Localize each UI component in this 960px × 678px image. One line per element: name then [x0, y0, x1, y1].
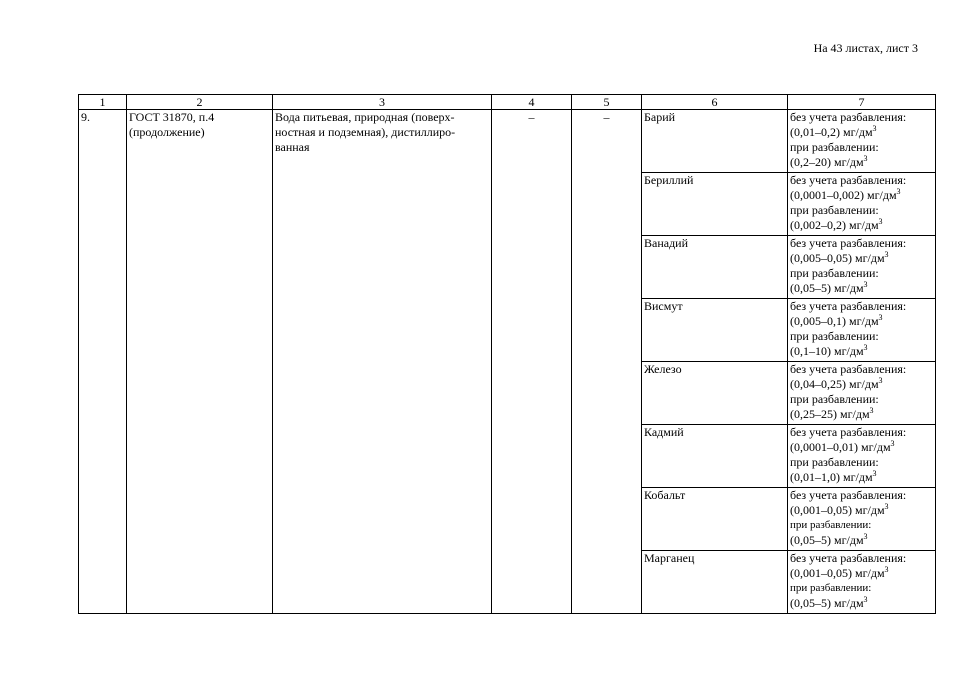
column-number: 1 — [79, 95, 127, 110]
continued-label: (продолжение) — [129, 125, 205, 139]
unit-superscript: 3 — [863, 154, 868, 163]
column-number: 4 — [492, 95, 572, 110]
range-label: без учета разбавления: — [790, 236, 907, 250]
range-line — [790, 566, 933, 581]
range-value: (0,01–0,2) мг/дм — [790, 125, 873, 139]
element-name-cell: Барий — [642, 110, 788, 173]
object-line: ностная и подземная), дистиллиро- — [275, 125, 456, 139]
range-label: при разбавлении: — [790, 519, 872, 531]
range-cell — [788, 551, 936, 614]
range-line — [790, 314, 933, 329]
range-line — [790, 470, 933, 485]
unit-superscript: 3 — [890, 439, 895, 448]
range-label: при разбавлении: — [790, 392, 879, 406]
element-name-cell: Марганец — [642, 551, 788, 614]
dash-cell: – — [572, 110, 642, 614]
unit-superscript: 3 — [884, 565, 889, 574]
element-name-cell: Ванадий — [642, 236, 788, 299]
range-line — [790, 344, 933, 359]
range-value: (0,005–0,1) мг/дм — [790, 314, 879, 328]
range-line — [790, 407, 933, 422]
range-value: (0,01–1,0) мг/дм — [790, 470, 873, 484]
table-row — [79, 110, 936, 173]
range-label: без учета разбавления: — [790, 299, 907, 313]
range-label: при разбавлении: — [790, 140, 879, 154]
range-line — [790, 440, 933, 455]
range-line — [790, 281, 933, 296]
element-name-cell: Кобальт — [642, 488, 788, 551]
range-value: (0,25–25) мг/дм — [790, 407, 870, 421]
range-label: без учета разбавления: — [790, 362, 907, 376]
range-line — [790, 155, 933, 170]
element-name-cell: Бериллий — [642, 173, 788, 236]
range-value: (0,05–5) мг/дм — [790, 596, 864, 610]
object-cell — [273, 110, 492, 614]
unit-superscript: 3 — [896, 187, 901, 196]
range-label: при разбавлении: — [790, 266, 879, 280]
unit-superscript: 3 — [878, 313, 883, 322]
range-cell — [788, 425, 936, 488]
element-name-cell: Кадмий — [642, 425, 788, 488]
dash-cell: – — [492, 110, 572, 614]
range-value: (0,002–0,2) мг/дм — [790, 218, 879, 232]
unit-superscript: 3 — [872, 124, 877, 133]
range-line — [790, 125, 933, 140]
range-label: при разбавлении: — [790, 455, 879, 469]
range-label: без учета разбавления: — [790, 488, 907, 502]
standard-cell — [127, 110, 273, 614]
range-line — [790, 218, 933, 233]
range-line — [790, 533, 933, 548]
range-label: при разбавлении: — [790, 329, 879, 343]
column-number-row — [79, 95, 936, 110]
accreditation-table — [78, 94, 936, 614]
column-number: 7 — [788, 95, 936, 110]
unit-superscript: 3 — [878, 376, 883, 385]
range-line — [790, 251, 933, 266]
unit-superscript: 3 — [884, 250, 889, 259]
element-name-cell: Железо — [642, 362, 788, 425]
column-number: 3 — [273, 95, 492, 110]
range-cell — [788, 488, 936, 551]
range-value: (0,0001–0,01) мг/дм — [790, 440, 891, 454]
range-label: без учета разбавления: — [790, 425, 907, 439]
unit-superscript: 3 — [869, 406, 874, 415]
range-value: (0,05–5) мг/дм — [790, 281, 864, 295]
unit-superscript: 3 — [863, 595, 868, 604]
range-cell — [788, 236, 936, 299]
range-value: (0,05–5) мг/дм — [790, 533, 864, 547]
range-line — [790, 503, 933, 518]
sheet-info: На 43 листах, лист 3 — [813, 41, 918, 55]
range-value: (0,001–0,05) мг/дм — [790, 566, 885, 580]
unit-superscript: 3 — [863, 343, 868, 352]
column-number: 6 — [642, 95, 788, 110]
element-name-cell: Висмут — [642, 299, 788, 362]
range-cell — [788, 362, 936, 425]
range-label: при разбавлении: — [790, 203, 879, 217]
standard-label: ГОСТ 31870, п.4 — [129, 110, 215, 124]
range-value: (0,2–20) мг/дм — [790, 155, 864, 169]
range-line — [790, 377, 933, 392]
unit-superscript: 3 — [884, 502, 889, 511]
range-cell — [788, 299, 936, 362]
range-cell — [788, 173, 936, 236]
range-value: (0,005–0,05) мг/дм — [790, 251, 885, 265]
unit-superscript: 3 — [863, 280, 868, 289]
range-line — [790, 596, 933, 611]
unit-superscript: 3 — [872, 469, 877, 478]
column-number: 2 — [127, 95, 273, 110]
unit-superscript: 3 — [878, 217, 883, 226]
range-value: (0,001–0,05) мг/дм — [790, 503, 885, 517]
range-label: без учета разбавления: — [790, 551, 907, 565]
range-value: (0,0001–0,002) мг/дм — [790, 188, 897, 202]
range-line — [790, 188, 933, 203]
range-cell — [788, 110, 936, 173]
range-label: без учета разбавления: — [790, 173, 907, 187]
unit-superscript: 3 — [863, 532, 868, 541]
row-number-cell: 9. — [79, 110, 127, 614]
object-line: Вода питьевая, природная (поверх- — [275, 110, 455, 124]
range-label: без учета разбавления: — [790, 110, 907, 124]
column-number: 5 — [572, 95, 642, 110]
range-value: (0,1–10) мг/дм — [790, 344, 864, 358]
range-label: при разбавлении: — [790, 582, 872, 594]
range-value: (0,04–0,25) мг/дм — [790, 377, 879, 391]
object-line: ванная — [275, 140, 310, 154]
